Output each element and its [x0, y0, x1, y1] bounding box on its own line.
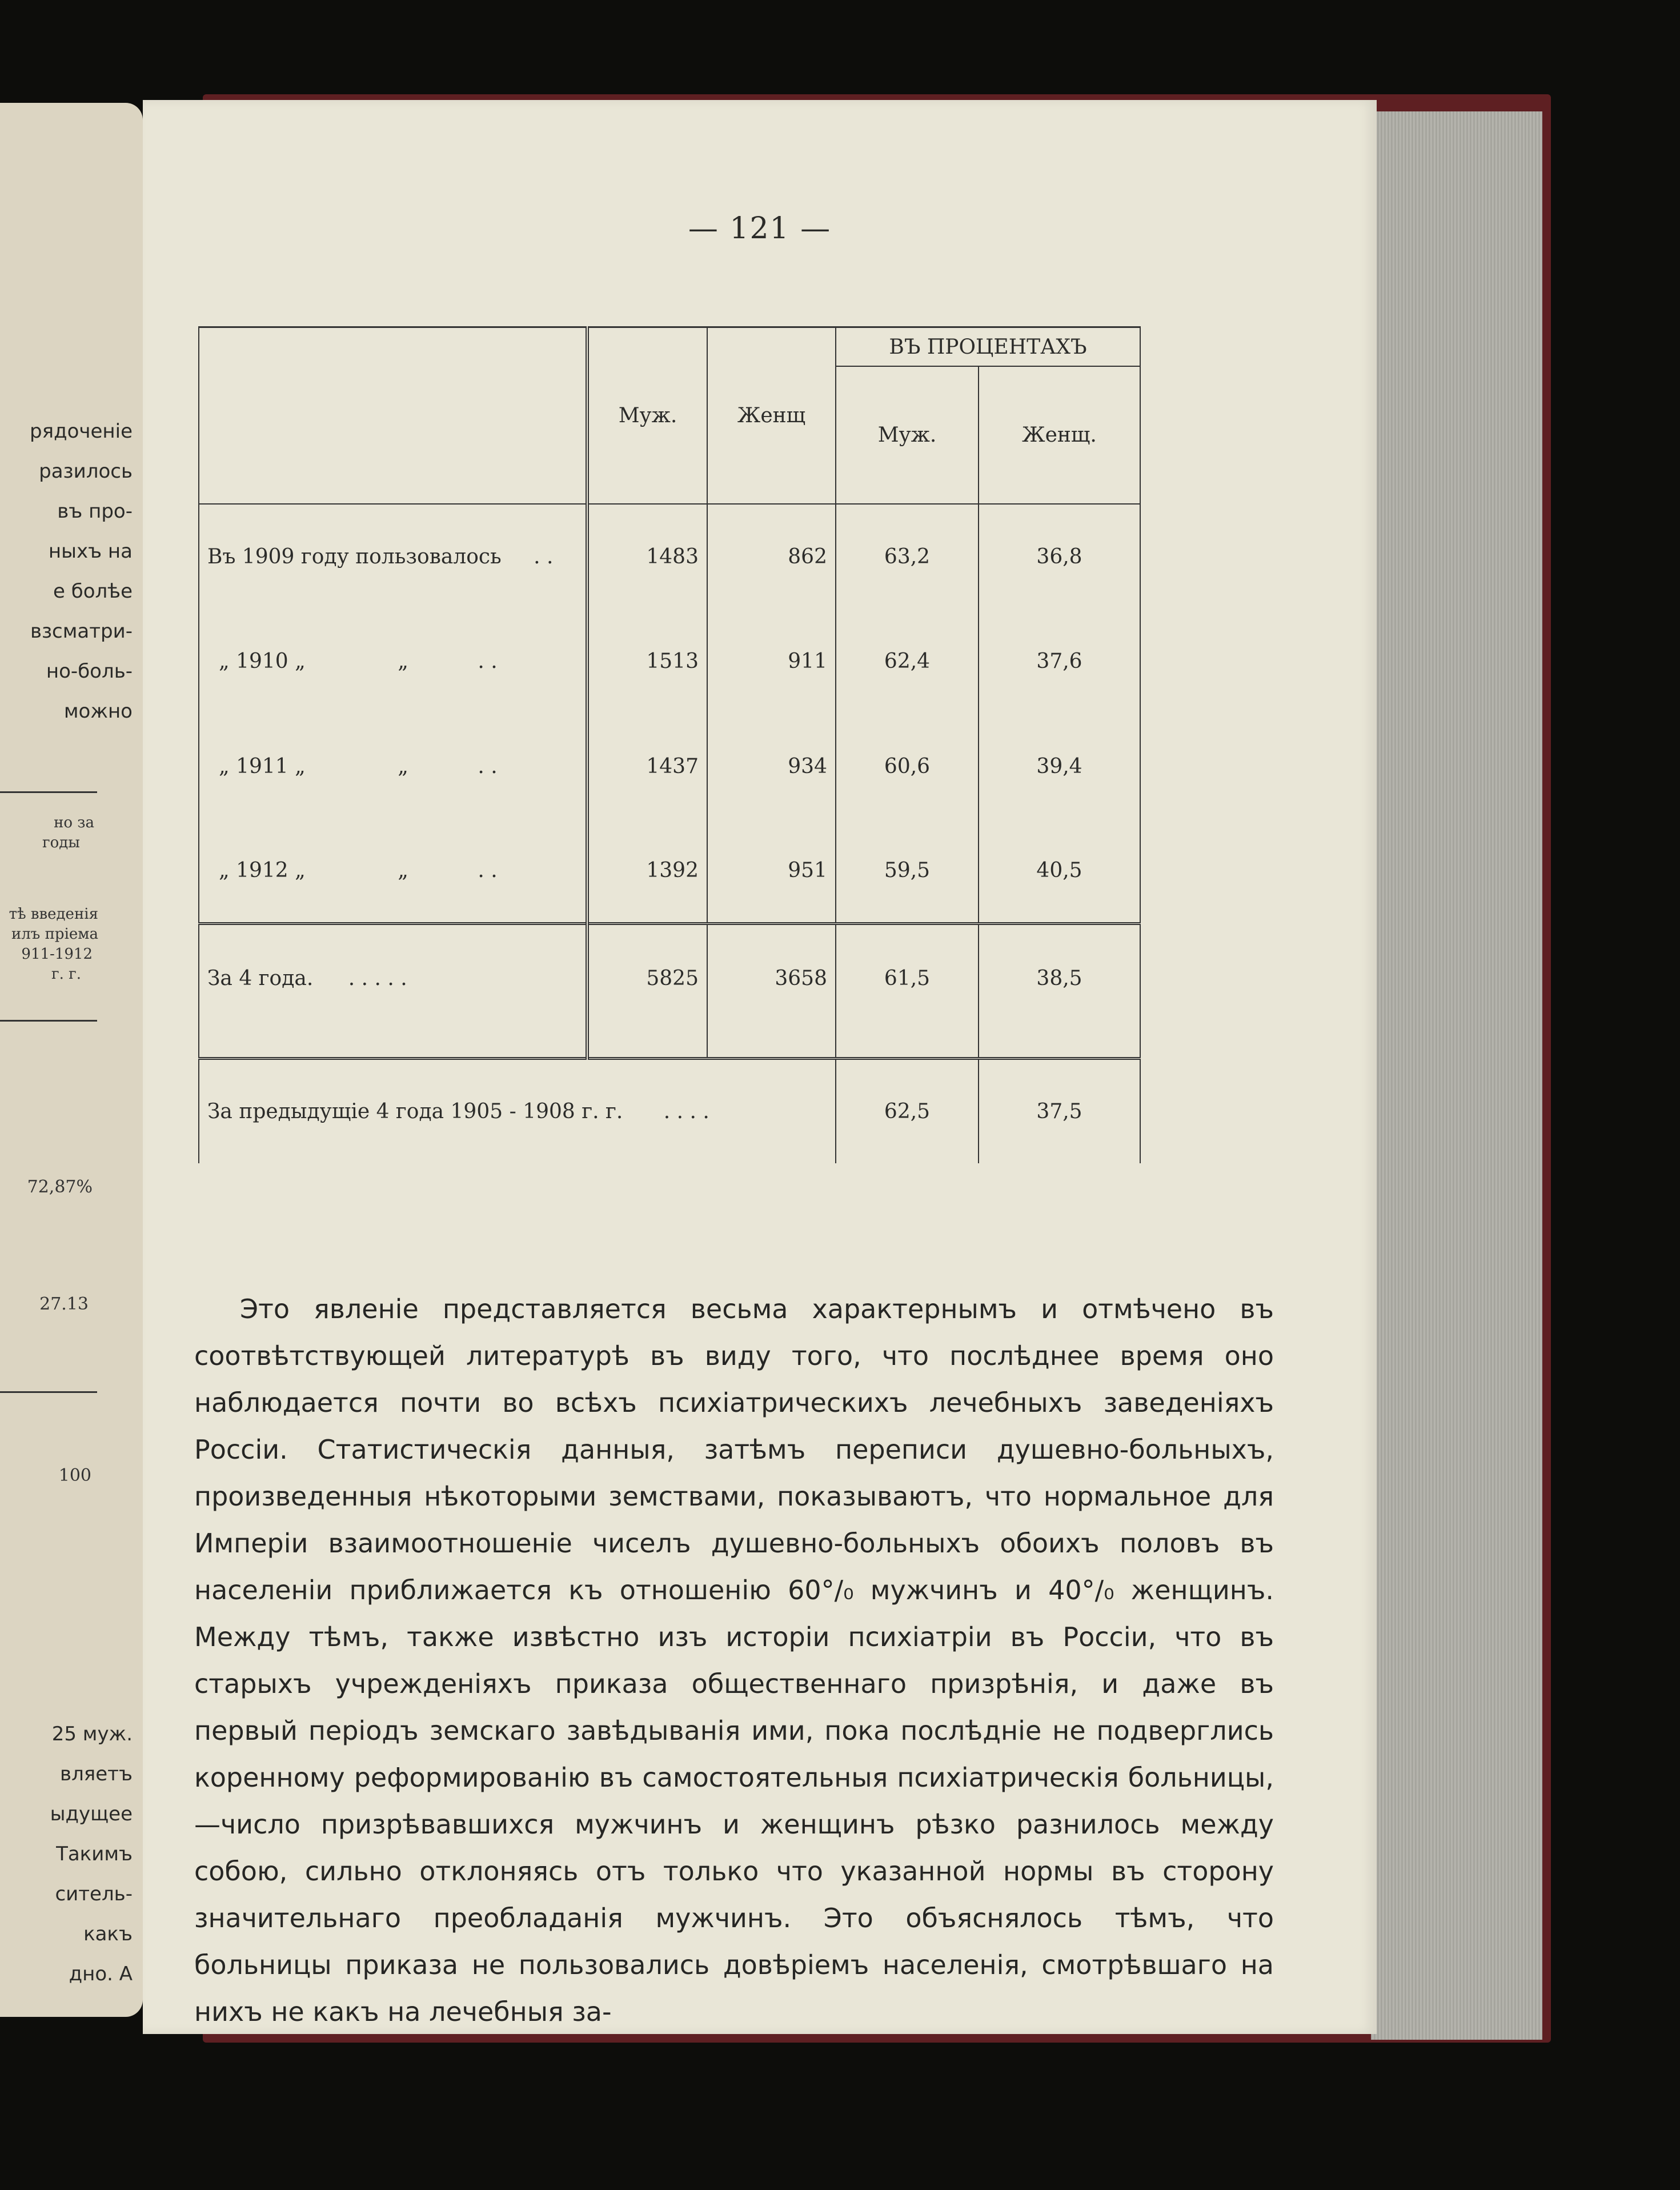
row-ditto: „ — [398, 755, 408, 778]
statistics-table — [198, 326, 1141, 1163]
spacer-row — [199, 1032, 1140, 1058]
left-page-line: разилось — [39, 460, 133, 483]
cell-men: 1437 — [587, 714, 707, 819]
right-page — [143, 100, 1377, 2034]
total-pct-women: 38,5 — [979, 924, 1140, 1032]
left-table-fragment: но за — [54, 814, 94, 831]
table-row — [199, 714, 1140, 819]
left-page-line: въ про- — [57, 500, 133, 523]
left-page-line: Такимъ — [56, 1843, 133, 1865]
left-percent: 72,87% — [27, 1177, 93, 1197]
left-page-line: дно. А — [69, 1963, 133, 1985]
cell-pct-women: 39,4 — [979, 714, 1140, 819]
cell-pct-women: 40,5 — [979, 819, 1140, 924]
row-dots: . . — [478, 755, 498, 778]
previous-label: За предыдущіе 4 года 1905 - 1908 г. г. — [207, 1099, 623, 1123]
row-label-cell — [199, 504, 587, 609]
row-dots: . . — [478, 650, 498, 674]
left-table-fragment: 911-1912 — [21, 946, 93, 963]
row-label-cell — [199, 714, 587, 819]
left-page-line: можно — [63, 700, 133, 723]
total-men: 5825 — [587, 924, 707, 1032]
left-page-line: вляетъ — [60, 1763, 133, 1785]
previous-dots: . . . . — [663, 1099, 709, 1123]
total-pct-men: 61,5 — [836, 924, 979, 1032]
header-women: Женщ — [707, 327, 836, 505]
cell-pct-men: 63,2 — [836, 504, 979, 609]
cell-men: 1483 — [587, 504, 707, 609]
left-page-line: ситель- — [55, 1883, 133, 1905]
row-label-cell — [199, 609, 587, 714]
cell-pct-women: 37,6 — [979, 609, 1140, 714]
previous-pct-men: 62,5 — [836, 1058, 979, 1163]
total-label-cell — [199, 924, 587, 1032]
header-men: Муж. — [587, 327, 707, 505]
row-label: Въ 1909 году пользовалось — [207, 545, 502, 569]
left-page-line: но-боль- — [46, 660, 133, 683]
left-page-line: 25 муж. — [51, 1723, 133, 1745]
left-page-line: рядоченіе — [30, 420, 133, 443]
previous-period-row — [199, 1058, 1140, 1163]
row-label: „ 1910 „ — [219, 650, 306, 674]
row-ditto: „ — [398, 859, 408, 883]
left-table-fragment: г. г. — [51, 966, 81, 983]
row-dots: . . — [534, 545, 554, 569]
cell-women: 934 — [707, 714, 836, 819]
left-percent: 27.13 — [39, 1294, 89, 1314]
left-page-fragment — [0, 103, 143, 2017]
page-number: — 121 — — [688, 211, 832, 246]
previous-label-cell — [199, 1058, 836, 1163]
header-pct-women: Женщ. — [979, 366, 1140, 504]
left-page-line: взсматри- — [30, 620, 133, 643]
row-label: „ 1912 „ — [219, 859, 306, 883]
table-row — [199, 609, 1140, 714]
left-page-rule — [0, 791, 97, 793]
header-blank-cell — [199, 327, 587, 505]
cell-pct-men: 62,4 — [836, 609, 979, 714]
left-value: 100 — [58, 1466, 91, 1486]
cell-women: 911 — [707, 609, 836, 714]
header-percent-group: ВЪ ПРОЦЕНТАХЪ — [836, 327, 1140, 367]
cell-pct-women: 36,8 — [979, 504, 1140, 609]
total-row — [199, 924, 1140, 1032]
cell-women: 951 — [707, 819, 836, 924]
left-table-fragment: годы — [42, 834, 80, 851]
left-page-line: ныхъ на — [48, 540, 133, 563]
left-page-line: ыдущее — [50, 1803, 133, 1825]
total-women: 3658 — [707, 924, 836, 1032]
table-row — [199, 819, 1140, 924]
page-edges — [1371, 111, 1542, 2040]
table-row — [199, 504, 1140, 609]
left-page-rule — [0, 1391, 97, 1393]
cell-men: 1513 — [587, 609, 707, 714]
left-table-fragment: тѣ введенія — [9, 906, 98, 923]
cell-pct-men: 60,6 — [836, 714, 979, 819]
left-page-line: е болѣе — [53, 580, 133, 603]
row-label-cell — [199, 819, 587, 924]
cell-men: 1392 — [587, 819, 707, 924]
row-ditto: „ — [398, 650, 408, 674]
cell-pct-men: 59,5 — [836, 819, 979, 924]
left-table-fragment: илъ пріема — [11, 926, 98, 943]
header-pct-men: Муж. — [836, 366, 979, 504]
cell-women: 862 — [707, 504, 836, 609]
left-page-rule — [0, 1020, 97, 1022]
body-paragraph: Это явленіе представляется весьма характернымъ и отмѣчено въ соотвѣтствующей литературѣ въ виду того, что послѣднее время оно наблюдается почти во всѣхъ психіатрическихъ лечебныхъ заведеніяхъ Россіи. Статистическія данныя, затѣмъ переписи душевно-больныхъ, произведенныя нѣкоторыми земствами, показываютъ, что нормальное для Имперіи взаимоотношеніе чиселъ душевно-больныхъ обоихъ половъ въ населеніи приближается къ отношенію 60°/₀ мужчинъ и 40°/₀ женщинъ. Между тѣмъ, также извѣстно изъ исторіи психіатріи въ Россіи, что въ старыхъ учрежденіяхъ приказа общественнаго призрѣнія, и даже въ первый періодъ земскаго завѣдыванія ими, пока послѣдніе не подверглись коренному реформированію въ самостоятельныя психіатрическія больницы,—число призрѣвавшихся мужчинъ и женщинъ рѣзко разнилось между собою, сильно отклоняясь отъ только что указанной нормы въ сторону значительнаго преобладанія мужчинъ. Это объяснялось тѣмъ, что больницы приказа не пользовались довѣріемъ населенія, смотрѣвшаго на нихъ не какъ на лечебныя за- — [194, 1294, 1274, 2027]
row-label: „ 1911 „ — [219, 755, 306, 778]
total-dots: . . . . . — [348, 967, 407, 991]
previous-pct-women: 37,5 — [979, 1058, 1140, 1163]
left-page-line: какъ — [83, 1923, 133, 1945]
total-label: За 4 года. — [207, 967, 314, 991]
row-dots: . . — [478, 859, 498, 883]
